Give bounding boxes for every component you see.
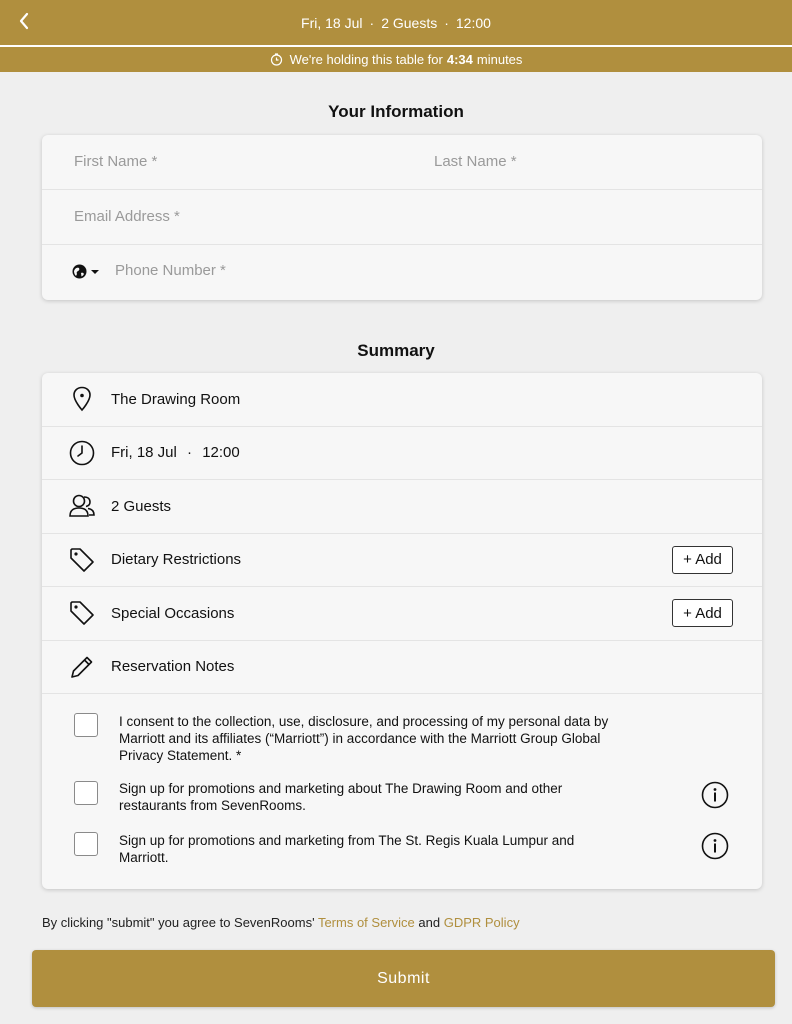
promo-drawing-room-text: Sign up for promotions and marketing about The Drawing Room and other restaurants from SevenRooms. (119, 781, 563, 813)
back-button[interactable] (14, 10, 34, 32)
add-dietary-restrictions-button[interactable]: + Add (672, 546, 733, 574)
legal-and: and (418, 915, 441, 930)
chevron-left-icon (18, 12, 30, 30)
dietary-restrictions-row (42, 534, 762, 588)
timer-icon (270, 53, 283, 66)
reservation-notes-label: Reservation Notes (111, 658, 235, 676)
summary-venue: The Drawing Room (111, 390, 241, 408)
summary-date: Fri, 18 Jul (111, 444, 177, 462)
submit-button[interactable]: Submit (32, 950, 775, 1007)
header-date: Fri, 18 Jul (301, 14, 363, 31)
last-name-field[interactable]: Last Name * (434, 153, 517, 170)
header-guests: 2 Guests (381, 14, 438, 31)
email-field[interactable]: Email Address * (74, 208, 180, 225)
dietary-restrictions-label: Dietary Restrictions (111, 551, 242, 569)
name-row (42, 135, 762, 190)
hold-countdown: 4:34 (446, 52, 473, 67)
hold-prefix: We're holding this table for (289, 52, 443, 67)
header-separator: · (444, 14, 449, 31)
header-separator: · (369, 14, 375, 31)
guests-icon (68, 492, 96, 520)
legal-notice (42, 915, 520, 930)
first-name-field[interactable]: First Name * (74, 153, 158, 170)
clock-icon (68, 439, 96, 467)
header-time: 12:00 (455, 14, 491, 31)
header-bar (0, 0, 792, 45)
your-information-title: Your Information (328, 102, 464, 121)
hold-timer-bar (0, 47, 792, 72)
your-information-card (42, 135, 762, 300)
promo-st-regis-checkbox[interactable] (74, 832, 98, 856)
summary-datetime-row (42, 427, 762, 481)
phone-row (42, 245, 762, 300)
tag-icon (68, 546, 96, 574)
tag-icon (68, 599, 96, 627)
info-icon[interactable] (701, 832, 729, 860)
special-occasions-label: Special Occasions (111, 604, 235, 622)
add-special-occasions-button[interactable]: + Add (672, 599, 733, 627)
summary-guests-row (42, 480, 762, 534)
promo-st-regis-text: Sign up for promotions and marketing from The St. Regis Kuala Lumpur and Marriott. (119, 833, 575, 865)
legal-prefix: By clicking "submit" you agree to SevenRooms' (42, 915, 315, 930)
globe-icon (72, 264, 87, 279)
summary-time: 12:00 (202, 444, 240, 462)
location-pin-icon (68, 385, 96, 413)
email-row (42, 190, 762, 245)
consent-privacy-text: I consent to the collection, use, disclosure, and processing of my personal data by Marriott and its affiliates (“Marriott”) in accordance with the Marriott Group Global Privacy Statement. * (119, 714, 609, 763)
info-icon[interactable] (701, 781, 729, 809)
consent-privacy-checkbox[interactable] (74, 713, 98, 737)
phone-number-field[interactable]: Phone Number * (115, 262, 226, 279)
summary-datetime (111, 444, 240, 461)
gdpr-policy-link[interactable]: GDPR Policy (443, 915, 520, 930)
terms-of-service-link[interactable]: Terms of Service (317, 915, 415, 930)
pencil-icon (68, 653, 96, 681)
summary-guests: 2 Guests (111, 497, 172, 515)
summary-venue-row (42, 373, 762, 427)
reservation-notes-row[interactable] (42, 641, 762, 695)
country-code-selector[interactable] (72, 264, 100, 279)
summary-card (42, 373, 762, 889)
promo-drawing-room-checkbox[interactable] (74, 781, 98, 805)
summary-title: Summary (357, 341, 435, 360)
summary-datetime-separator: · (187, 444, 193, 462)
special-occasions-row (42, 587, 762, 641)
caret-down-icon (90, 269, 100, 275)
hold-suffix: minutes (476, 52, 523, 67)
